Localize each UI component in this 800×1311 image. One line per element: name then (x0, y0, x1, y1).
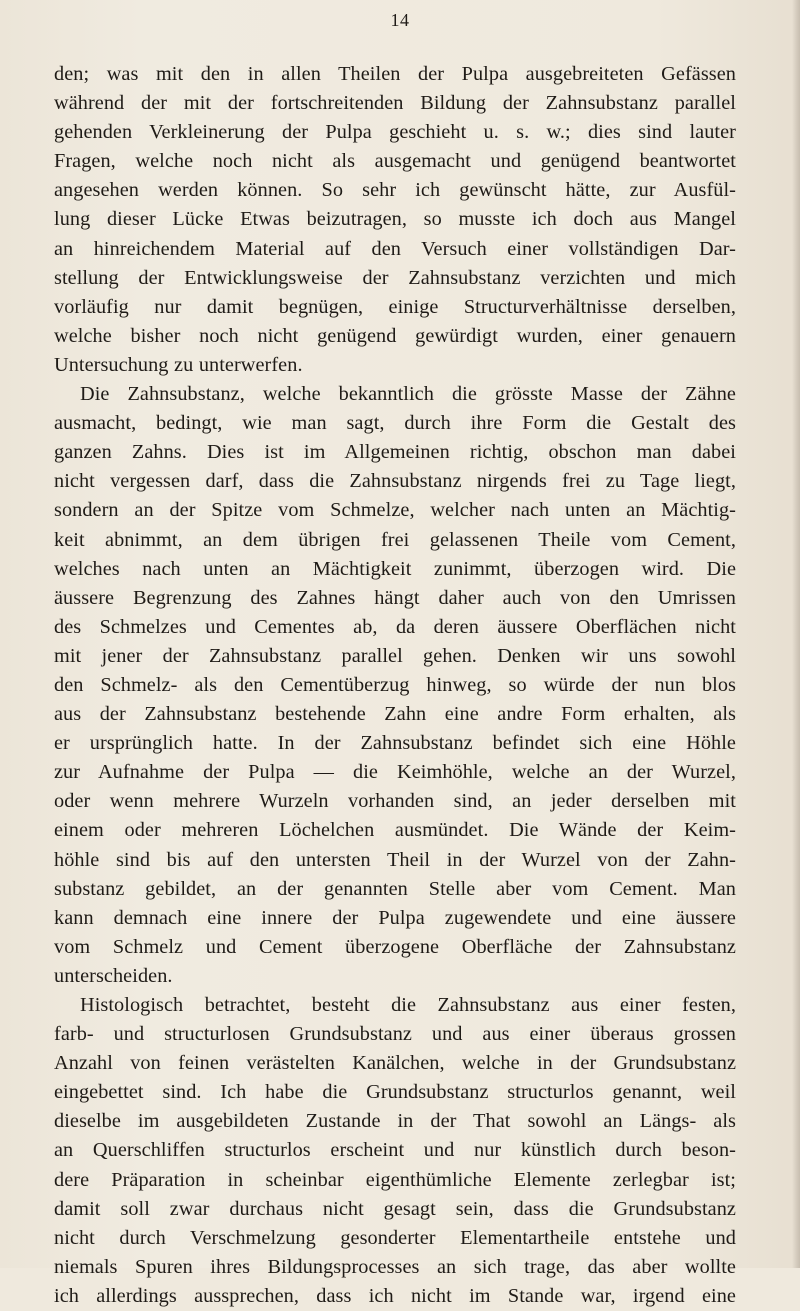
text-line: ausmacht, bedingt, wie man sagt, durch ihre Form die Gestalt des (54, 412, 736, 435)
text-line: welche bisher noch nicht genügend gewürdigt wurden, einer genauern (54, 324, 736, 347)
body-text (54, 60, 736, 1311)
text-line: stellung der Entwicklungsweise der Zahnsubstanz verzichten und mich (54, 266, 736, 289)
text-line: oder wenn mehrere Wurzeln vorhanden sind, an jeder derselben mit (54, 790, 736, 813)
text-line: substanz gebildet, an der genannten Stelle aber vom Cement. Man (54, 877, 736, 900)
text-line: Die Zahnsubstanz, welche bekanntlich die grösste Masse der Zähne (80, 383, 736, 406)
text-line: unterscheiden. (54, 964, 173, 987)
text-line: mit jener der Zahnsubstanz parallel gehen. Denken wir uns sowohl (54, 644, 736, 667)
text-line: sondern an der Spitze vom Schmelze, welcher nach unten an Mächtig- (54, 499, 736, 522)
text-line: an Querschliffen structurlos erscheint und nur künstlich durch beson- (54, 1139, 736, 1162)
text-line: den Schmelz- als den Cementüberzug hinweg, so würde der nun blos (54, 673, 736, 696)
text-line: vorläufig nur damit begnügen, einige Structurverhältnisse derselben, (54, 295, 736, 318)
text-line: ich allerdings aussprechen, dass ich nicht im Stande war, irgend eine (54, 1284, 736, 1307)
text-line: den; was mit den in allen Theilen der Pulpa ausgebreiteten Gefässen (54, 63, 736, 85)
text-line: dieselbe im ausgebildeten Zustande in der That sowohl an Längs- als (54, 1110, 736, 1133)
text-line: zur Aufnahme der Pulpa — die Keimhöhle, welche an der Wurzel, (54, 761, 736, 784)
text-line: keit abnimmt, an dem übrigen frei gelassenen Theile vom Cement, (54, 528, 736, 551)
text-line: eingebettet sind. Ich habe die Grundsubstanz structurlos genannt, weil (54, 1081, 736, 1104)
text-line: Anzahl von feinen verästelten Kanälchen, welche in der Grundsubstanz (54, 1052, 736, 1075)
page-edge-shadow (792, 0, 800, 1268)
text-line: farb- und structurlosen Grundsubstanz und aus einer überaus grossen (54, 1023, 736, 1046)
page-number: 14 (390, 10, 410, 30)
text-line: aus der Zahnsubstanz bestehende Zahn eine andre Form erhalten, als (54, 703, 736, 726)
text-line: einem oder mehreren Löchelchen ausmündet. Die Wände der Keim- (54, 819, 736, 842)
text-line: kann demnach eine innere der Pulpa zugewendete und eine äussere (54, 906, 736, 929)
text-line: Histologisch betrachtet, besteht die Zahnsubstanz aus einer festen, (80, 994, 736, 1016)
text-line: des Schmelzes und Cementes ab, da deren äussere Oberflächen nicht (54, 615, 736, 638)
text-line: ganzen Zahns. Dies ist im Allgemeinen richtig, obschon man dabei (54, 441, 736, 464)
text-line: dere Präparation in scheinbar eigenthümliche Elemente zerlegbar ist; (54, 1168, 736, 1191)
text-line: während der mit der fortschreitenden Bildung der Zahnsubstanz parallel (54, 92, 736, 115)
text-line: niemals Spuren ihres Bildungsprocesses an sich trage, das aber wollte (54, 1255, 736, 1278)
text-line: damit soll zwar durchaus nicht gesagt sein, dass die Grundsubstanz (54, 1197, 736, 1220)
text-line: welches nach unten an Mächtigkeit zunimmt, überzogen wird. Die (54, 557, 736, 580)
text-line: gehenden Verkleinerung der Pulpa geschieht u. s. w.; dies sind lauter (54, 121, 736, 144)
text-line: nicht durch Verschmelzung gesonderter Elementartheile entstehe und (54, 1226, 736, 1249)
text-line: Untersuchung zu unterwerfen. (54, 353, 303, 376)
text-line: angesehen werden können. So sehr ich gewünscht hätte, zur Ausfül- (54, 179, 736, 202)
text-line: höhle sind bis auf den untersten Theil in der Wurzel von der Zahn- (54, 848, 736, 871)
text-line: äussere Begrenzung des Zahnes hängt daher auch von den Umrissen (54, 586, 736, 609)
text-line: Fragen, welche noch nicht als ausgemacht und genügend beantwortet (54, 150, 736, 173)
text-line: vom Schmelz und Cement überzogene Oberfläche der Zahnsubstanz (54, 935, 736, 958)
text-line: er ursprünglich hatte. In der Zahnsubstanz befindet sich eine Höhle (54, 732, 736, 755)
text-line: nicht vergessen darf, dass die Zahnsubstanz nirgends frei zu Tage liegt, (54, 470, 736, 493)
text-line: an hinreichendem Material auf den Versuch einer vollständigen Dar- (54, 237, 736, 260)
text-line: lung dieser Lücke Etwas beizutragen, so musste ich doch aus Mangel (54, 208, 736, 231)
